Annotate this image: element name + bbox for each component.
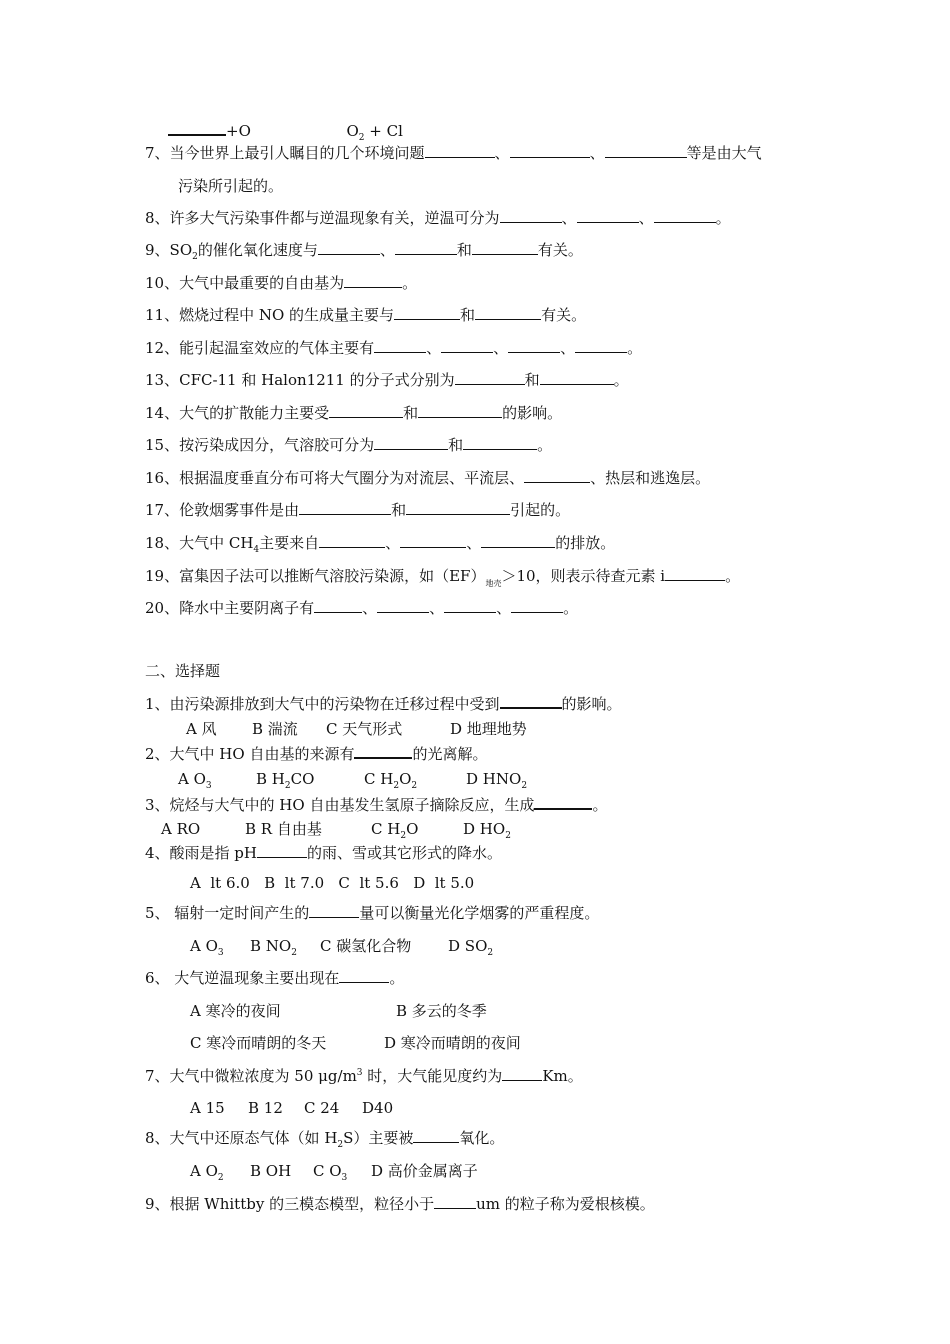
blank [413,1128,459,1143]
option-b: B 多云的冬季 [396,1002,487,1020]
choice-q5 [145,903,599,923]
separator: 、 [561,209,577,227]
separator: 、 [385,534,401,552]
choice-q7-options [190,1098,393,1118]
blank [377,598,429,613]
question-end: 的影响。 [502,404,563,422]
fill-q10 [145,273,417,293]
separator: 、 [493,339,509,357]
section-title-choice: 二、选择题 [145,662,221,680]
question-text: 18、大气中 CH [145,534,254,552]
separator: 和 [448,436,464,454]
question-text: 的催化氧化速度与 [197,241,318,259]
option-c [313,1161,371,1181]
option-b [256,769,364,789]
option-d: D 地理地势 [450,720,527,738]
subscript: 3 [217,948,224,958]
blank [508,338,560,353]
option-d: D 寒冷而晴朗的夜间 [384,1034,521,1052]
blank [309,903,359,918]
subscript: 3 [341,1173,348,1183]
choice-q8-options [190,1161,478,1181]
question-text: 12、能引起温室效应的气体主要有 [145,339,375,357]
option-text: A O [190,937,218,955]
question-text: S）主要被 [343,1129,414,1147]
option-a: A RO [161,820,201,838]
blank [577,208,639,223]
option-b: B OH [250,1162,292,1180]
question-text: 7、大气中微粒浓度为 50 μg/m [145,1067,357,1085]
blank [354,743,412,759]
option-d: D40 [362,1099,394,1117]
option-c [364,769,466,789]
question-end: 量可以衡量光化学烟雾的严重程度。 [359,904,600,922]
question-end: 、热层和逃逸层。 [590,469,711,487]
blank [400,533,466,548]
choice-q6-options-row1 [190,1001,487,1021]
subscript: 2 [411,781,418,791]
question-end: 。 [402,274,418,292]
question-text: 9、根据 Whittby 的三模态模型，粒径小于 [145,1195,435,1213]
question-text: 15、按污染成因分，气溶胶可分为 [145,436,375,454]
separator: 、 [589,144,605,162]
option-text: C O [313,1162,342,1180]
option-c: C 24 [304,1099,340,1117]
question-end: um 的粒子称为爱根核模。 [476,1195,655,1213]
question-text: 19、富集因子法可以推断气溶胶污染源，如（EF） [145,567,486,585]
option-a [190,936,250,956]
fill-q12 [145,338,642,358]
question-end: 有关。 [541,306,587,324]
blank [329,403,403,418]
blank [434,1194,476,1209]
choice-q3 [145,794,607,815]
subscript: 2 [521,781,528,791]
separator: 、 [379,241,395,259]
choice-q8 [145,1128,504,1148]
question-end: 的影响。 [561,695,622,713]
option-text: D HNO [466,770,522,788]
question-text: 3、烷烃与大气中的 HO 自由基发生氢原子摘除反应，生成 [145,796,535,814]
option-b: B R 自由基 [245,820,322,838]
option-d [466,769,527,789]
question-end: 。 [537,436,553,454]
blank [318,240,380,255]
choice-q2-options [178,769,527,789]
question-end: 。 [627,339,643,357]
subscript: 2 [487,948,494,958]
choice-q1 [145,693,622,714]
question-text: 6、 大气逆温现象主要出现在 [145,969,340,987]
question-text: 11、燃烧过程中 NO 的生成量主要与 [145,306,395,324]
fill-q19 [145,566,740,594]
blank [524,468,590,483]
fill-q14 [145,403,562,423]
blank [374,435,448,450]
option-a: A 15 [190,1099,225,1117]
choice-q4 [145,843,502,863]
fill-q11 [145,305,586,325]
subscript: 2 [505,831,511,841]
option-c: C 寒冷而晴朗的冬天 [190,1034,327,1052]
option-text: A O [190,1162,218,1180]
separator: 、 [560,339,576,357]
fill-q17 [145,500,570,520]
q6-tail-a: +O [226,122,251,140]
fill-q15 [145,435,552,455]
fill-q13 [145,370,629,390]
separator: 和 [403,404,419,422]
blank [463,435,537,450]
blank [455,370,525,385]
blank [168,120,226,136]
blank [374,338,426,353]
question-end: 。 [715,209,731,227]
question-end: 有关。 [537,241,583,259]
question-end: 。 [389,969,405,987]
subscript: 4 [253,545,260,555]
question-end: 氧化。 [459,1129,505,1147]
subscript: 3 [205,781,212,791]
subscript: 地壳 [485,579,502,588]
option-c [371,819,463,839]
blank [394,305,460,320]
question-text: 7、当今世界上最引人瞩目的几个环境问题 [145,144,425,162]
question-text: 2、大气中 HO 自由基的来源有 [145,745,355,763]
choice-q2 [145,743,487,764]
option-d [448,936,493,956]
blank [319,533,385,548]
option-a: A 风 [186,720,217,738]
fill-q7-cont [178,176,283,196]
blank [406,500,510,515]
fill-q18 [145,533,615,553]
blank [299,500,391,515]
option-a [190,1161,250,1181]
separator: 、 [466,534,482,552]
question-end: 的雨、雪或其它形式的降水。 [307,844,503,862]
question-text: 14、大气的扩散能力主要受 [145,404,330,422]
blank [605,143,687,158]
blank [654,208,716,223]
question-text: ＞10，则表示待查元素 i [501,567,666,585]
fill-q20 [145,598,578,618]
blank [534,794,592,810]
option-a [178,769,256,789]
blank [511,598,563,613]
separator: 、 [429,599,445,617]
question-text: 9、SO [145,241,193,259]
question-text: 4、酸雨是指 pH [145,844,257,862]
blank [425,143,495,158]
option-c: C 天气形式 [326,720,403,738]
question-text: 污染所引起的。 [178,177,284,195]
option-b: B 湍流 [252,720,298,738]
separator: 和 [460,306,476,324]
separator: 和 [524,371,540,389]
question-end: Km。 [542,1067,583,1085]
option-d: D 高价金属离子 [371,1162,478,1180]
blank [502,1066,542,1081]
question-end: 的光离解。 [412,745,488,763]
q6-tail-line [168,120,403,141]
option-text: C H [371,820,401,838]
subscript: 2 [400,831,407,841]
question-end: 的排放。 [555,534,616,552]
fill-q16 [145,468,710,488]
question-end: 引起的。 [510,501,571,519]
question-text: 13、CFC-11 和 Halon1211 的分子式分别为 [145,371,455,389]
question-text: 17、伦敦烟雾事件是由 [145,501,300,519]
separator: 、 [362,599,378,617]
blank [441,338,493,353]
option-text: O [399,770,412,788]
option-text: CO [290,770,315,788]
separator: 和 [391,501,407,519]
blank [575,338,627,353]
separator: 、 [426,339,442,357]
option-text: C H [364,770,394,788]
blank [510,143,590,158]
blank [344,273,402,288]
option-b [250,936,320,956]
subscript: 2 [192,252,198,262]
choice-q6 [145,968,404,988]
question-end: 。 [613,371,629,389]
separator: 和 [456,241,472,259]
question-end: 。 [563,599,579,617]
blank [395,240,457,255]
blank [257,843,307,858]
question-text: 8、大气中还原态气体（如 H [145,1129,338,1147]
question-text: 20、降水中主要阴离子有 [145,599,315,617]
option-text: D SO [448,937,488,955]
choice-q4-options: A lt 6.0 B lt 7.0 C lt 5.6 D lt 5.0 [190,874,475,892]
blank [472,240,538,255]
blank [314,598,362,613]
separator: 、 [494,144,510,162]
blank [339,968,389,983]
blank [540,370,614,385]
question-end: 。 [592,796,608,814]
blank [481,533,555,548]
option-text: D HO [463,820,506,838]
option-text: A O [178,770,206,788]
choice-q7 [145,1066,583,1086]
superscript: 3 [356,1068,363,1078]
option-c: C 碳氢化合物 [320,937,412,955]
blank [500,208,562,223]
blank [418,403,502,418]
choice-q9 [145,1194,655,1214]
fill-q7 [145,143,762,163]
choice-q3-options [161,819,511,839]
fill-q9 [145,240,583,260]
fill-q8 [145,208,731,228]
option-text: B H [256,770,285,788]
separator: 、 [496,599,512,617]
question-end: 。 [725,567,741,585]
subscript: 2 [291,948,297,958]
question-text: 等是由大气 [686,144,762,162]
question-text: 主要来自 [259,534,320,552]
option-d [463,819,511,839]
option-text: O [406,820,419,838]
choice-q6-options-row2 [190,1033,521,1053]
subscript: 2 [217,1173,224,1183]
blank [475,305,541,320]
choice-q5-options [190,936,493,956]
question-text: 8、许多大气污染事件都与逆温现象有关，逆温可分为 [145,209,500,227]
q6-tail-b: O [346,122,359,140]
option-a: A 寒冷的夜间 [190,1002,281,1020]
q6-tail-c: + Cl [364,122,403,140]
blank [444,598,496,613]
question-text: 10、大气中最重要的自由基为 [145,274,345,292]
choice-q1-options [186,719,527,739]
separator: 、 [638,209,654,227]
question-text: 时，大气能见度约为 [362,1067,503,1085]
question-text: 5、 辐射一定时间产生的 [145,904,310,922]
option-b: B 12 [248,1099,283,1117]
blank [665,566,725,581]
question-text: 1、由污染源排放到大气中的污染物在迁移过程中受到 [145,695,500,713]
option-text: B NO [250,937,292,955]
subscript: 2 [358,133,365,143]
question-text: 16、根据温度垂直分布可将大气圈分为对流层、平流层、 [145,469,525,487]
blank [500,693,562,709]
subscript: 2 [393,781,400,791]
subscript: 2 [337,1140,344,1150]
subscript: 2 [284,781,291,791]
